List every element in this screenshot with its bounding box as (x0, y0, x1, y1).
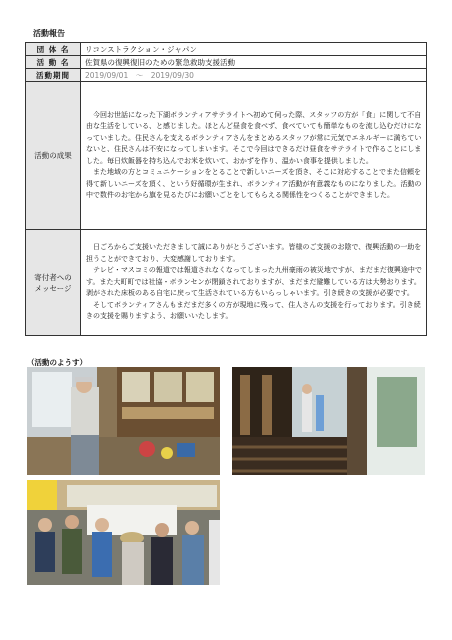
group-value: リコンストラクション・ジャパン (81, 43, 427, 56)
results-label: 活動の成果 (26, 82, 81, 230)
period-row (26, 69, 427, 82)
report-table (25, 42, 427, 336)
message-label: 寄付者への メッセージ (26, 230, 81, 336)
activity-value: 佐賀県の復興復旧のための緊急救助支援活動 (81, 56, 427, 69)
activity-row (26, 56, 427, 69)
photo-volunteer-group (27, 480, 220, 585)
house-photo-image (232, 367, 425, 475)
message-paragraph: テレビ・マスコミの報道では報道されなくなってしまった九州豪雨の被災地ですが、まだまだ復興途中です。また大町町では社協・ボランセンが閉鎖されておりますが、まだまだ避難している方は大勢おります。剥がされた床板のある自宅に戻って生活されている方もいらっしゃいます。引き続きの支援が必要です。 (86, 266, 422, 298)
group-photo-image (27, 480, 220, 585)
results-body (81, 82, 427, 230)
message-row (26, 230, 427, 336)
period-label: 活動期間 (26, 69, 81, 82)
group-row (26, 43, 427, 56)
results-paragraph: 今回お世話になった下湖ボランティアサテライトへ初めて伺った際、スタッフの方が「食」に関して不自由な生活をしている、と感じました。ほとんど昼食を食べず、食べていても簡単なものを流し込むだけになっていました。住民さんを支えるボランティアさんをまとめるスタッフが常に元気でエネルギーに満ちていないと、住民さんは不安になってしまいます。そこで今回はできるだけ昼食をサテライトで作ることにしました。毎日炊飯器を持ち込んでお米を炊いて、おかずを作り、温かい食事を提供しました。 (86, 110, 422, 165)
message-paragraph: そしてボランティアさんもまだまだ多くの方が現地に残って、住人さんの支援を行っております。引き続きの支援を賜りますよう、お願いいたします。 (86, 300, 421, 321)
period-value: 2019/09/01 ～ 2019/09/30 (81, 69, 427, 82)
kitchen-photo-image (27, 367, 220, 475)
message-body (81, 230, 427, 336)
page-heading: 活動報告 (33, 29, 65, 38)
group-label: 団 体 名 (26, 43, 81, 56)
photo-kitchen-volunteer (27, 367, 220, 475)
activity-label: 活 動 名 (26, 56, 81, 69)
photo-house-interior (232, 367, 425, 475)
message-paragraph: 日ごろからご支援いただきまして誠にありがとうございます。皆様のご支援のお陰で、復興活動の一助を担うことができており、大変感謝しております。 (86, 243, 422, 263)
results-paragraph: また地域の方とコミュニケーションをとることで新しいニーズを頂き、そこに対応することでまた信頼を得て新しいニーズを頂く、という好循環が生まれ、ボランティア活動が有意義なものになりました。活動の中で数件のお宅から旗を見るたびにお願いごとをしてもらえる関係性をつくることができました。 (86, 168, 422, 199)
photo-section-caption: （活動のようす） (27, 358, 87, 367)
results-row (26, 82, 427, 230)
